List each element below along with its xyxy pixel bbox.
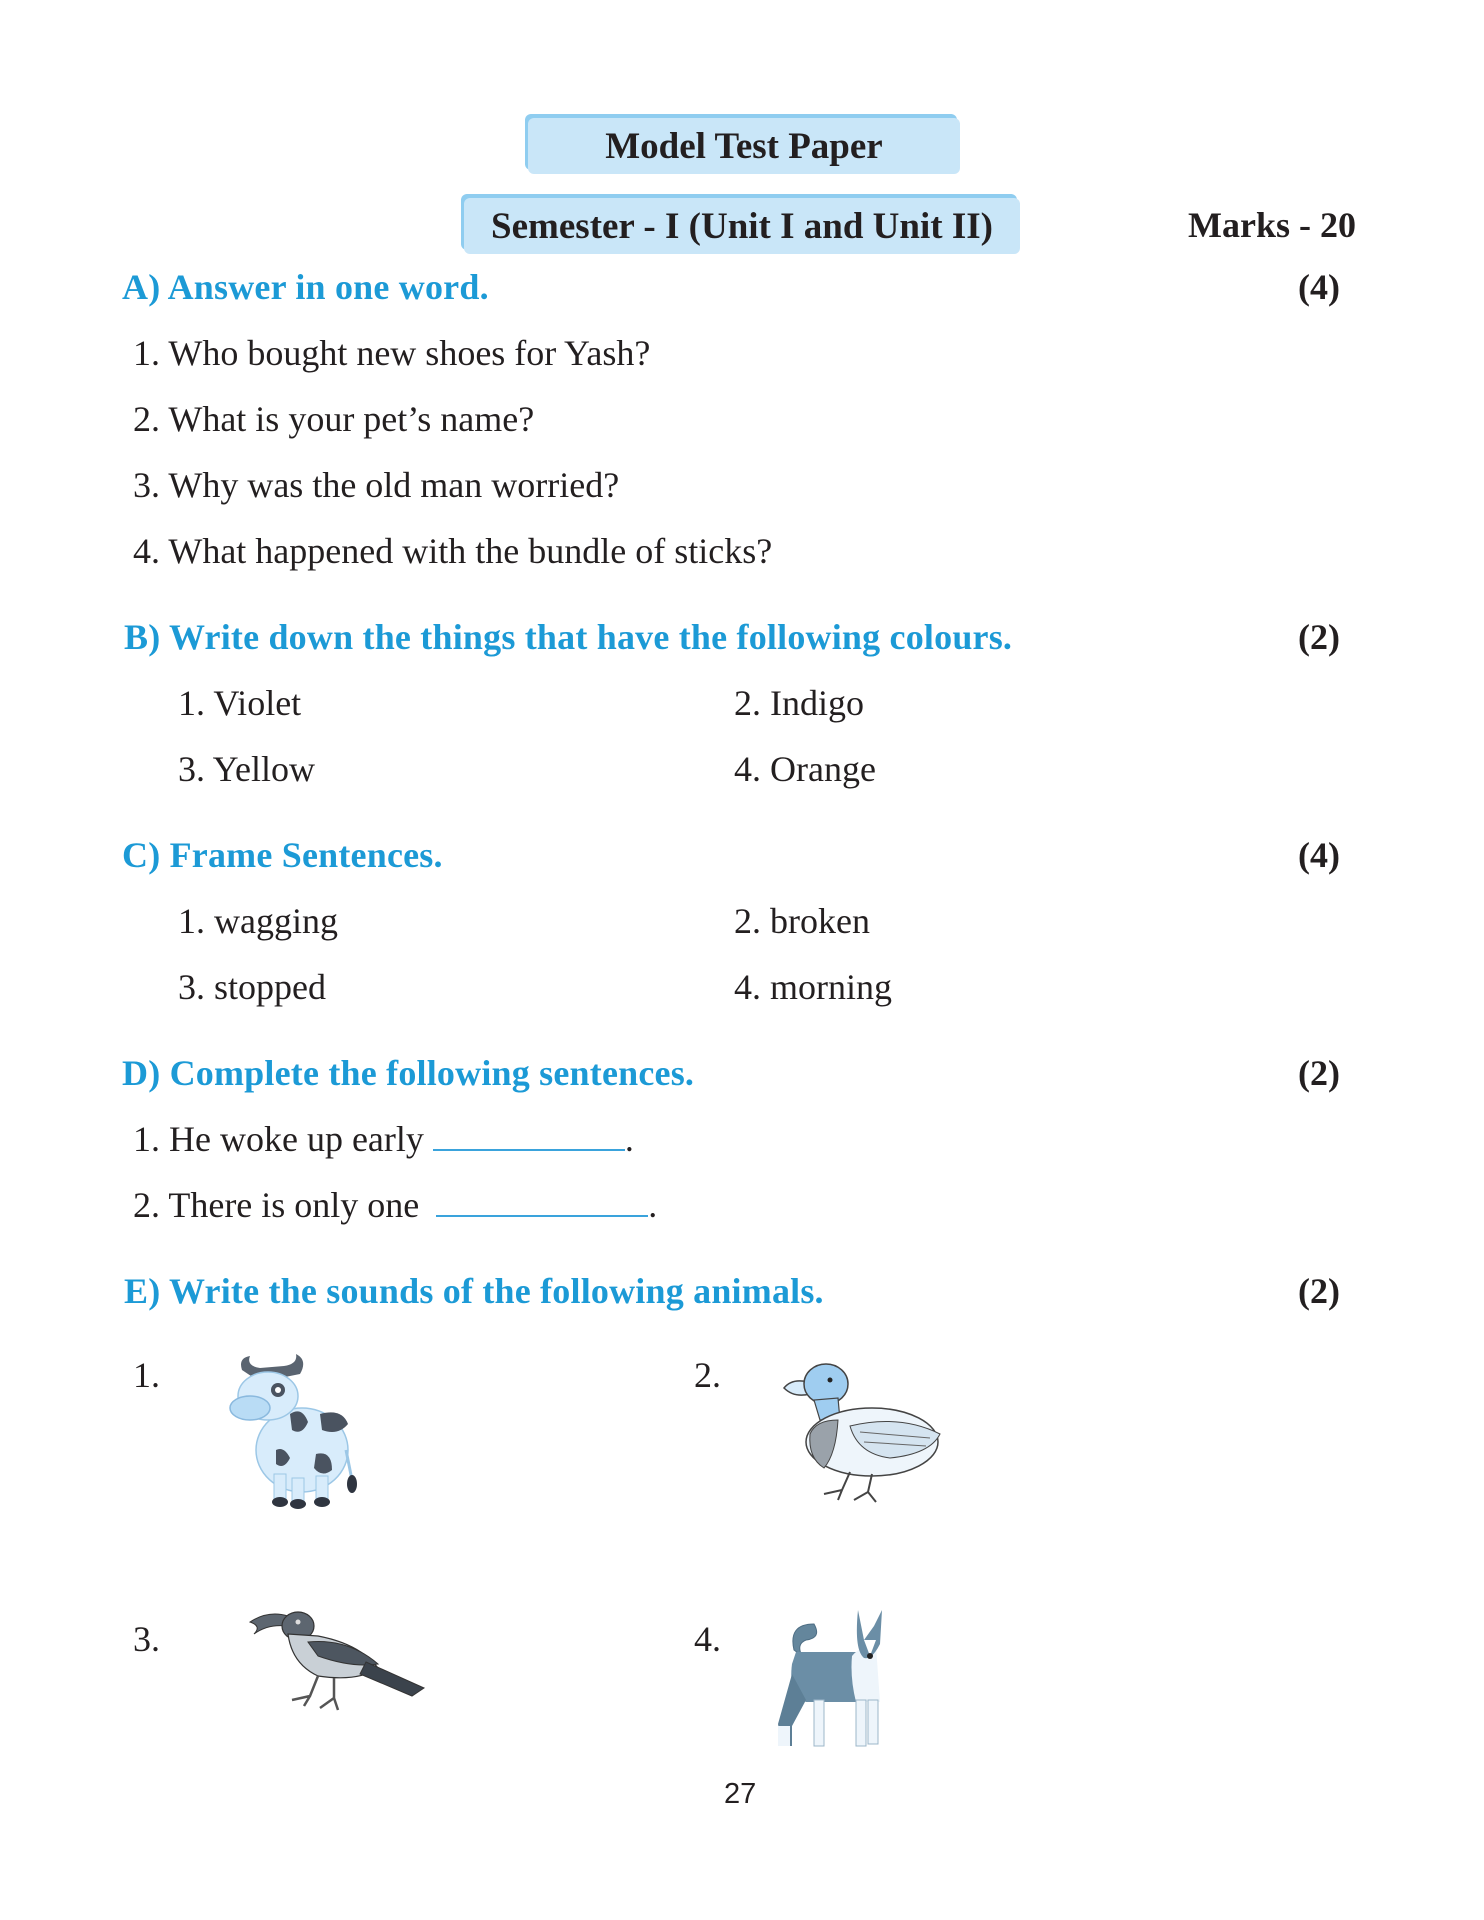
animal-number: 4. <box>694 1619 721 1659</box>
duck-icon <box>780 1354 950 1504</box>
sentence-text: 1. He woke up early <box>133 1119 424 1159</box>
total-marks: Marks - 20 <box>1188 205 1356 245</box>
section-title: Answer in one word. <box>167 267 489 307</box>
word-item: 3. stopped <box>178 967 326 1007</box>
section-label: A) <box>122 267 161 307</box>
question-item: 1. Who bought new shoes for Yash? <box>133 333 651 373</box>
crow-icon <box>248 1604 428 1714</box>
section-a-marks: (4) <box>1298 267 1340 307</box>
section-c-marks: (4) <box>1298 835 1340 875</box>
section-title: Frame Sentences. <box>169 835 443 875</box>
section-a-heading <box>122 266 489 308</box>
section-title: Write the sounds of the following animals. <box>168 1271 824 1311</box>
section-label: B) <box>124 617 161 657</box>
sentence-end: . <box>624 1119 634 1159</box>
paper-title-banner <box>528 118 960 174</box>
word-item: 4. morning <box>734 967 892 1007</box>
page-number: 27 <box>724 1778 757 1810</box>
sentence-end: . <box>648 1185 658 1225</box>
semester-banner <box>464 198 1020 254</box>
question-item: 4. What happened with the bundle of sticks? <box>133 531 773 571</box>
cow-icon <box>220 1350 360 1510</box>
section-title: Write down the things that have the following colours. <box>168 617 1013 657</box>
sentence-text: 2. There is only one <box>133 1185 420 1225</box>
colour-item: 3. Yellow <box>178 749 316 789</box>
colour-item: 2. Indigo <box>734 683 864 723</box>
section-b-heading <box>124 616 1012 658</box>
section-c-heading <box>122 834 443 876</box>
sentence-item <box>133 1184 657 1226</box>
section-b-marks: (2) <box>1298 617 1340 657</box>
section-label: D) <box>122 1053 161 1093</box>
section-d-marks: (2) <box>1298 1053 1340 1093</box>
question-item: 2. What is your pet’s name? <box>133 399 535 439</box>
colour-item: 4. Orange <box>734 749 876 789</box>
animal-number: 2. <box>694 1355 721 1395</box>
dog-icon <box>766 1604 906 1754</box>
section-title: Complete the following sentences. <box>169 1053 695 1093</box>
paper-title: Model Test Paper <box>605 125 883 167</box>
animal-number: 1. <box>133 1355 160 1395</box>
section-e-marks: (2) <box>1298 1271 1340 1311</box>
word-item: 2. broken <box>734 901 870 941</box>
section-label: E) <box>124 1271 161 1311</box>
semester-title: Semester - I (Unit I and Unit II) <box>491 205 993 247</box>
sentence-item <box>133 1118 634 1160</box>
answer-blank[interactable] <box>436 1185 648 1217</box>
section-e-heading <box>124 1270 824 1312</box>
word-item: 1. wagging <box>178 901 338 941</box>
answer-blank[interactable] <box>433 1119 625 1151</box>
animal-number: 3. <box>133 1619 160 1659</box>
colour-item: 1. Violet <box>178 683 302 723</box>
section-label: C) <box>122 835 161 875</box>
question-item: 3. Why was the old man worried? <box>133 465 620 505</box>
section-d-heading <box>122 1052 694 1094</box>
